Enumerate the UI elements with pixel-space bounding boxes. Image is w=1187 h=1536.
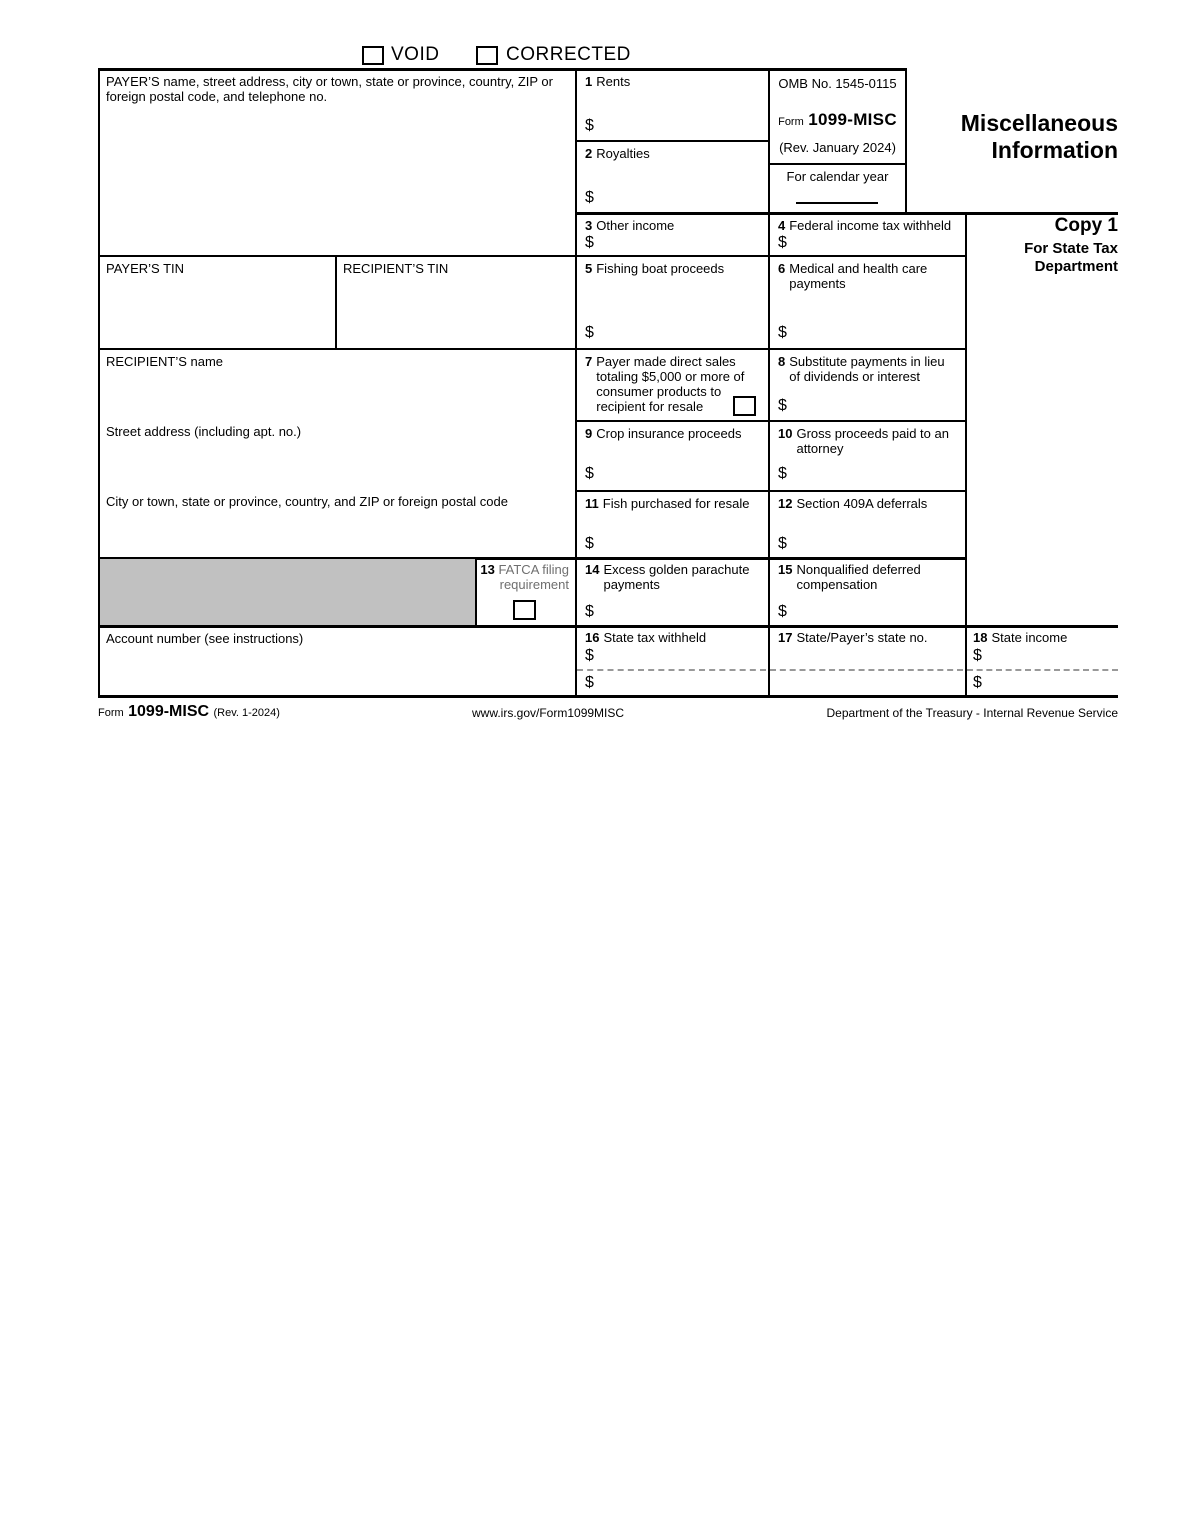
- border-line: [475, 557, 477, 625]
- dollar-sign: $: [585, 324, 594, 341]
- box-16-amount-row1-field[interactable]: [585, 648, 705, 668]
- street-address-field[interactable]: [100, 440, 570, 490]
- box-3-label: 3 Other income: [585, 218, 675, 233]
- border-line: [98, 695, 1118, 698]
- box-13-checkbox[interactable]: [513, 600, 536, 620]
- box-18-label: 18 State income: [973, 630, 1068, 645]
- box-1-amount-field[interactable]: [585, 118, 705, 138]
- corrected-checkbox[interactable]: [476, 46, 498, 65]
- border-line: [575, 140, 770, 142]
- box-1-label: 1 Rents: [585, 74, 631, 89]
- street-address-label: Street address (including apt. no.): [106, 424, 302, 439]
- border-line: [768, 68, 770, 695]
- copy-label: Copy 1: [1054, 215, 1118, 236]
- border-line: [575, 212, 1118, 215]
- footer-form-id: [98, 703, 280, 721]
- box-10-amount-field[interactable]: [778, 466, 898, 486]
- box-18-amount-row1-field[interactable]: [973, 648, 1093, 668]
- dollar-sign: $: [585, 603, 594, 620]
- payer-tin-label: PAYER’S TIN: [106, 261, 185, 276]
- corrected-label: CORRECTED: [506, 44, 631, 65]
- box-7-label: 7 Payer made direct sales totaling $5,000 or more of consumer products to recipient for resale: [585, 354, 745, 414]
- box-11-amount-field[interactable]: [585, 536, 705, 556]
- box-11-label: 11 Fish purchased for resale: [585, 496, 750, 511]
- box-9-amount-field[interactable]: [585, 466, 705, 486]
- state-row-divider: [577, 669, 766, 671]
- box-13-label: 13 FATCA filing requirement: [480, 562, 569, 592]
- box-2-label: 2 Royalties: [585, 146, 650, 161]
- footer-form-word: Form: [98, 707, 124, 719]
- border-line: [575, 68, 577, 695]
- box-10-label: 10 Gross proceeds paid to an attorney: [778, 426, 949, 456]
- dollar-sign: $: [778, 234, 787, 251]
- payer-info-field[interactable]: [100, 106, 570, 251]
- form-number: 1099-MISC: [808, 110, 897, 129]
- footer-url: www.irs.gov/Form1099MISC: [472, 706, 625, 720]
- copy-for-line2: Department: [1034, 258, 1118, 275]
- revision-label: (Rev. January 2024): [779, 140, 896, 155]
- omb-number: OMB No. 1545-0115: [778, 76, 897, 91]
- dollar-sign: $: [585, 465, 594, 482]
- box-17-field[interactable]: [772, 648, 961, 692]
- box-6-amount-field[interactable]: [778, 325, 898, 345]
- void-label: VOID: [391, 44, 440, 65]
- dollar-sign: $: [973, 647, 982, 664]
- calendar-year-field[interactable]: [796, 186, 878, 204]
- footer-revision: (Rev. 1-2024): [213, 707, 280, 719]
- state-row-divider: [967, 669, 1118, 671]
- box-14-amount-field[interactable]: [585, 604, 705, 624]
- dollar-sign: $: [778, 535, 787, 552]
- box-8-amount-field[interactable]: [778, 398, 898, 418]
- dollar-sign: $: [585, 674, 594, 691]
- box-15-amount-field[interactable]: [778, 604, 898, 624]
- dollar-sign: $: [778, 603, 787, 620]
- footer-department: Department of the Treasury - Internal Revenue Service: [826, 706, 1118, 720]
- copy-for-line1: For State Tax: [1024, 240, 1118, 257]
- box-16-label: 16 State tax withheld: [585, 630, 707, 645]
- account-number-field[interactable]: [100, 648, 570, 692]
- border-line: [575, 420, 967, 422]
- border-line: [965, 212, 967, 695]
- border-line: [98, 348, 967, 350]
- box-6-label: 6 Medical and health care payments: [778, 261, 928, 291]
- payer-info-label: PAYER’S name, street address, city or town, state or province, country, ZIP or foreign postal code, and telephone no.: [106, 74, 553, 104]
- box-18-amount-row2-field[interactable]: [973, 675, 1093, 695]
- box-14-label: 14 Excess golden parachute payments: [585, 562, 750, 592]
- form-word: Form: [778, 116, 804, 128]
- box-17-label: 17 State/Payer’s state no.: [778, 630, 928, 645]
- dollar-sign: $: [778, 465, 787, 482]
- dollar-sign: $: [778, 324, 787, 341]
- city-label: City or town, state or province, country, and ZIP or foreign postal code: [106, 494, 508, 509]
- city-field[interactable]: [100, 510, 570, 554]
- box-4-amount-field[interactable]: [778, 235, 898, 255]
- box-16-amount-row2-field[interactable]: [585, 675, 705, 695]
- dollar-sign: $: [585, 647, 594, 664]
- shaded-unused-block: [100, 559, 475, 625]
- footer-form-number: 1099-MISC: [128, 703, 210, 720]
- box-3-amount-field[interactable]: [585, 235, 705, 255]
- recipient-tin-field[interactable]: [338, 278, 570, 344]
- box-7-checkbox[interactable]: [733, 396, 756, 416]
- recipient-name-field[interactable]: [100, 370, 570, 420]
- account-number-label: Account number (see instructions): [106, 631, 304, 646]
- box-9-label: 9 Crop insurance proceeds: [585, 426, 742, 441]
- dollar-sign: $: [778, 397, 787, 414]
- dollar-sign: $: [585, 535, 594, 552]
- border-line: [335, 255, 337, 348]
- box-5-amount-field[interactable]: [585, 325, 705, 345]
- form-title-line1: Miscellaneous: [960, 110, 1118, 136]
- box-5-label: 5 Fishing boat proceeds: [585, 261, 725, 276]
- border-line: [575, 490, 967, 492]
- box-2-amount-field[interactable]: [585, 190, 705, 210]
- box-4-label: 4 Federal income tax withheld: [778, 218, 952, 233]
- dollar-sign: $: [585, 117, 594, 134]
- box-12-amount-field[interactable]: [778, 536, 898, 556]
- dollar-sign: $: [585, 234, 594, 251]
- border-line: [98, 68, 907, 71]
- dollar-sign: $: [973, 674, 982, 691]
- recipient-tin-label: RECIPIENT’S TIN: [343, 261, 449, 276]
- form-title-line2: Information: [991, 137, 1118, 163]
- payer-tin-field[interactable]: [100, 278, 332, 344]
- box-12-label: 12 Section 409A deferrals: [778, 496, 928, 511]
- recipient-name-label: RECIPIENT’S name: [106, 354, 224, 369]
- calendar-year-label: For calendar year: [786, 169, 889, 184]
- box-15-label: 15 Nonqualified deferred compensation: [778, 562, 921, 592]
- form-title: [818, 110, 1118, 164]
- void-checkbox[interactable]: [362, 46, 384, 65]
- border-line: [98, 255, 967, 257]
- dollar-sign: $: [585, 189, 594, 206]
- box-8-label: 8 Substitute payments in lieu of dividends or interest: [778, 354, 945, 384]
